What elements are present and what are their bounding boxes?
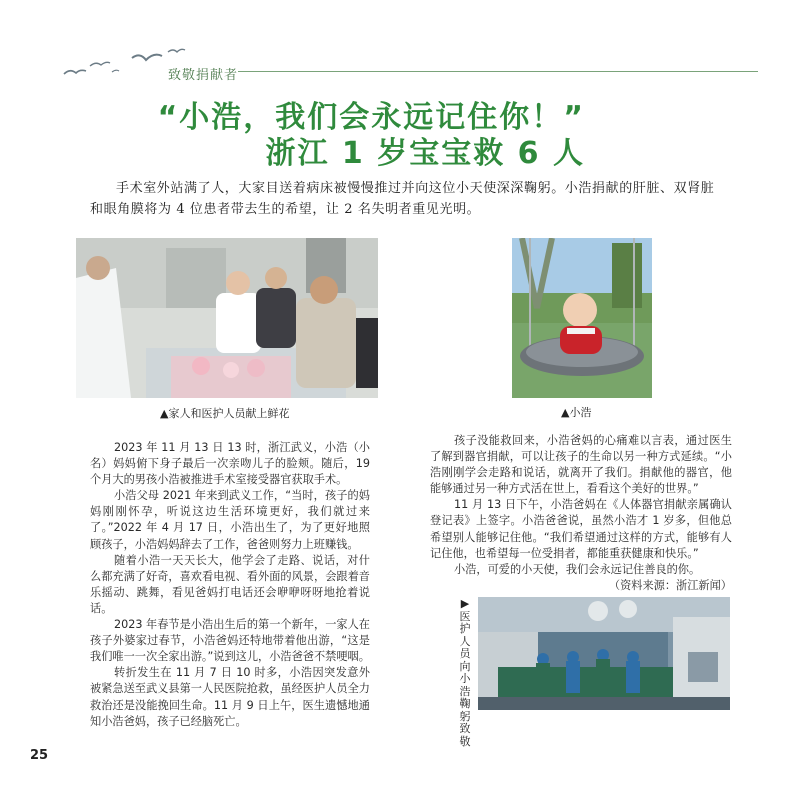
- article-paragraph: 随着小浩一天天长大，他学会了走路、说话，对什么都充满了好奇，喜欢看电视、看外面的风景，会跟着音乐摇动、跳舞，看见爸妈打电话还会咿咿呀呀地抢着说话。: [90, 553, 370, 615]
- section-label: 致敬捐献者: [168, 68, 239, 83]
- photo-baby: [512, 238, 652, 398]
- article-paragraph: 转折发生在 11 月 7 日 10 时多，小浩因突发意外被紧急送至武义县第一人民医院抢救，虽经医护人员全力救治还是没能挽回生命。11 月 9 日上午，医生遗憾地通知小浩爸妈，孩子已经脑死亡。: [90, 666, 370, 728]
- article-paragraph: 11 月 13 日下午，小浩爸妈在《人体器官捐献亲属确认登记表》上签字。小浩爸爸说，虽然小浩才 1 岁多，但他总希望别人能够记住他。“我们希望通过这样的方式，能够有人记住他，也希望每一位受捐者，都能重获健康和快乐。”: [430, 498, 732, 560]
- photo-baby-caption: ▲小浩: [561, 406, 592, 419]
- article-paragraph: 小浩父母 2021 年来到武义工作，“当时，孩子的妈妈刚刚怀孕，听说这边生活环境更好，我们就过来了。”2022 年 4 月 17 日，小浩出生了，为了更好地照顾孩子，小浩妈妈辞去了工作，爸爸则努力上班赚钱。: [90, 489, 370, 551]
- photo-surgery-caption: ▶医护人员向小浩鞠躬致敬: [459, 597, 471, 748]
- article-right-column: [430, 433, 732, 594]
- article-paragraph: 2023 年 11 月 13 日 13 时，浙江武义，小浩（小名）妈妈俯下身子最后一次亲吻儿子的脸颊。随后，19 个月大的男孩小浩被推进手术室接受器官获取手术。: [90, 441, 370, 487]
- article-left-column: [90, 440, 370, 730]
- lead-paragraph: 手术室外站满了人，大家目送着病床被慢慢推过并向这位小天使深深鞠躬。小浩捐献的肝脏、双肾脏和眼角膜将为 4 位患者带去生的希望，让 2 名失明者重见光明。: [90, 181, 715, 217]
- photo-flowers: [76, 238, 378, 398]
- article-paragraph: 孩子没能救回来，小浩爸妈的心痛难以言表，通过医生了解到器官捐献，可以让孩子的生命以另一种方式延续。“小浩刚刚学会走路和说话，就离开了我们。捐献他的器官，他能够通过另一种方式活在世上，看看这个美好的世界。”: [430, 434, 732, 496]
- headline-line-1: “小浩，我们会永远记住你！”: [157, 100, 585, 135]
- section-divider: [238, 71, 758, 72]
- headline-line-2: 浙江 1 岁宝宝救 6 人: [265, 136, 585, 171]
- article-source: （资料来源：浙江新闻）: [608, 578, 732, 592]
- article-paragraph: 2023 年春节是小浩出生后的第一个新年，一家人在孩子外婆家过春节，小浩爸妈还特地带着他出游，“这是我们唯一一次全家出游。”说到这儿，小浩爸爸不禁哽咽。: [90, 618, 370, 664]
- photo-surgery: [478, 597, 730, 710]
- photo-flowers-caption: ▲家人和医护人员献上鲜花: [160, 407, 290, 420]
- page-number: 25: [30, 748, 49, 763]
- article-paragraph: 小浩，可爱的小天使，我们会永远记住善良的你。: [454, 562, 701, 576]
